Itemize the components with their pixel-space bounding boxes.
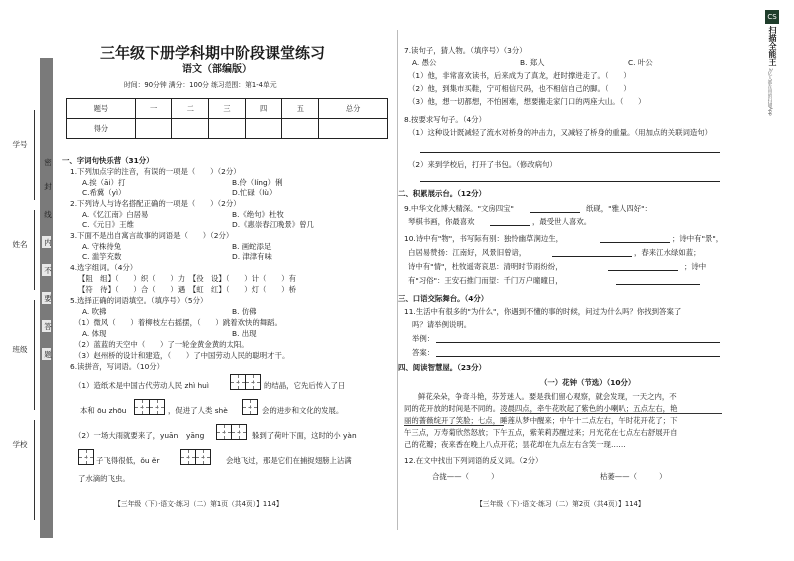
fill-sentence: （1）微风（ ）着柳枝左右摇摆，（ ）跳着欢快的舞蹈。	[74, 318, 282, 327]
score-header: 四	[245, 99, 282, 119]
question-text: 11.生活中有很多的"为什么"，你遇到不懂的事的时候，问过为什么吗？你找到答案了	[404, 307, 682, 316]
question-text: 6.读拼音，写词语。（10分）	[70, 362, 165, 371]
score-cell[interactable]	[135, 119, 172, 139]
pinyin-sentence: yāng	[186, 431, 205, 440]
fill-sentence: ，春来江水绿如蓝；	[634, 248, 701, 257]
question-text: 吗？请举例说明。	[412, 320, 472, 329]
seal-char: 答	[44, 322, 52, 331]
fill-sentence: （1）这种设计既减轻了流水对桥身的冲击力，又减轻了桥身的重量。（用加点的关联词造句）	[408, 128, 713, 137]
pinyin-sentence: （1）造纸术是中国古代劳动人民 zhì huì	[74, 381, 209, 390]
pinyin-grid[interactable]	[230, 374, 261, 390]
score-header: 五	[282, 99, 319, 119]
question-text: 3.下面不是出自寓言故事的词语是（ ）（2分）	[70, 231, 234, 240]
seal-char: 不	[44, 266, 52, 275]
passage-line: 午三点，万寿菊欣然怒放；下午五点，紫茉莉苏醒过来；月光花在七点左右舒展开自	[404, 428, 678, 437]
answer-line[interactable]	[436, 342, 720, 343]
scanner-tagline: 3亿人都在用的扫描App	[767, 68, 772, 116]
score-header: 一	[135, 99, 172, 119]
score-header: 题号	[67, 99, 136, 119]
seal-char: 密	[44, 158, 52, 167]
pinyin-sentence: 会地飞过，那是它们在捕捉翅膀上沾满	[226, 456, 352, 465]
question-text: 8.按要求写句子。（4分）	[404, 115, 486, 124]
question-text: 2.下列诗人与诗名搭配正确的一项是（ ）（2分）	[70, 199, 241, 208]
answer-label: 举例：	[412, 334, 435, 343]
pinyin-grid[interactable]	[180, 449, 211, 465]
pinyin-sentence: ，促进了人类 shè	[168, 406, 228, 415]
option: C. 叶公	[628, 58, 653, 67]
label-class: 班级	[12, 345, 28, 354]
seal-char: 线	[44, 210, 52, 219]
passage-underline	[500, 413, 722, 414]
answer-line[interactable]	[420, 181, 720, 182]
pinyin-sentence: （2）一场大雨就要来了，yuān	[74, 431, 179, 440]
pinyin-grid[interactable]	[78, 449, 94, 465]
fill-sentence: （3）他，想一切都想，不怕困难，想要搬走家门口的两座大山。（ ）	[408, 97, 646, 106]
pinyin-sentence: 子飞得很低，ǒu ěr	[96, 456, 160, 465]
option: A. 守株待兔	[82, 242, 122, 251]
answer-line[interactable]	[436, 356, 720, 357]
answer-line[interactable]	[552, 256, 632, 257]
fill-sentence: 10.诗中有"物"，书写际有别：独怜幽草涧边生，	[404, 234, 563, 243]
score-cell[interactable]	[209, 119, 246, 139]
option: C.《元日》王维	[82, 220, 134, 229]
antonym-item: 枯萎——（ ）	[600, 472, 667, 481]
option: B.伶（líng）俐	[232, 178, 283, 187]
question-text: 1.下列加点字的注音，有误的一项是（ ）（2分）	[70, 167, 241, 176]
fill-sentence: 琴棋书画，你最喜欢	[408, 217, 475, 226]
option: C.希冀（yì）	[82, 188, 126, 197]
section-heading: 四、阅读智慧屋。（23分）	[398, 363, 486, 372]
fill-sentence: ；诗中	[684, 262, 707, 271]
score-row-label: 得分	[67, 119, 136, 139]
score-cell[interactable]	[245, 119, 282, 139]
score-cell[interactable]	[282, 119, 319, 139]
scanner-brand: 扫描全能王	[768, 26, 777, 66]
seal-char: 题	[44, 350, 52, 359]
option: C. 滥竽充数	[82, 252, 122, 261]
score-cell[interactable]	[172, 119, 209, 139]
passage-underline	[404, 425, 504, 426]
option: B. 出现	[232, 329, 257, 338]
page-footer-right: 【三年级（下）·语文·练习（二）第2页（共4页）】114】	[476, 500, 645, 508]
fill-sentence: （2）他，到集市买鞋，宁可相信尺码，也不相信自己的脚。（ ）	[408, 84, 631, 93]
pinyin-grid[interactable]	[216, 424, 247, 440]
score-header: 二	[172, 99, 209, 119]
fill-sentence: （2）来到学校后，打开了书包。（修改病句）	[408, 160, 557, 169]
option: D.忙碌（lù）	[232, 188, 277, 197]
word-choice-row: 【阻 组】（ ）织（ ）力 【役 设】（ ）计（ ）有	[78, 274, 297, 283]
antonym-item: 合拢——（ ）	[432, 472, 499, 481]
question-text: 7.读句子，猜人物。（填序号）（3分）	[404, 46, 527, 55]
option: B. 画蛇添足	[232, 242, 272, 251]
answer-line[interactable]	[616, 284, 700, 285]
seal-char: 内	[44, 238, 52, 247]
option: B.《绝句》杜牧	[232, 210, 284, 219]
camscanner-logo: CS	[765, 10, 779, 24]
answer-line[interactable]	[608, 270, 678, 271]
answer-label: 答案：	[412, 348, 435, 357]
section-heading: 二、积累展示台。（12分）	[398, 189, 486, 198]
binding-strip	[0, 0, 58, 561]
answer-line[interactable]	[600, 242, 670, 243]
question-text: 4.选字组词。（4分）	[70, 263, 138, 272]
word-choice-row: 【符 待】（ ）合（ ）遇 【虹 红】（ ）灯（ ）桥	[78, 285, 297, 294]
pinyin-grid[interactable]	[242, 399, 258, 415]
pinyin-grid[interactable]	[134, 399, 165, 415]
option: A. 体现	[82, 329, 107, 338]
fill-sentence: 诗中有"情"，杜牧遥寄哀思：清明时节雨纷纷，	[408, 262, 563, 271]
option: D. 津津有味	[232, 252, 272, 261]
fill-sentence: 9.中华文化博大精深。"文房四宝"	[404, 204, 514, 213]
fill-sentence: ；诗中有"景"，	[672, 234, 724, 243]
question-text: 12.在文中找出下列词语的反义词。（2分）	[404, 456, 543, 465]
fold-line	[397, 30, 398, 530]
passage-line: 丽的蔷薇绽开了笑脸；七点，睡莲从梦中醒来；中午十二点左右，午时花开花了；下	[404, 416, 678, 425]
score-header: 总分	[319, 99, 388, 119]
fill-sentence: 有"习俗"：王安石推门而望：千门万户曈曈日，	[408, 276, 563, 285]
passage-line: 己的花瓣；夜来香在晚上八点开花；昙花却在九点左右含笑一现……	[404, 440, 626, 449]
seal-char: 封	[44, 182, 52, 191]
score-cell[interactable]	[319, 119, 388, 139]
score-header: 三	[209, 99, 246, 119]
page-title: 三年级下册学科期中阶段课堂练习	[100, 44, 326, 62]
page-subtitle: 语文（部编版）	[182, 64, 252, 75]
reading-title: （一）花钟（节选）（10分）	[540, 378, 636, 387]
option: A.《忆江南》白居易	[82, 210, 149, 219]
option: A.挨（āi）打	[82, 178, 126, 187]
label-school: 学校	[12, 440, 28, 449]
section-heading: 三、口语交际舞台。（4分）	[398, 294, 489, 303]
answer-line[interactable]	[490, 225, 530, 226]
label-student-no: 学号	[12, 140, 28, 149]
pinyin-sentence: 躲到了荷叶下面，这时的小 yàn	[252, 431, 357, 440]
score-table	[66, 98, 388, 139]
fill-sentence: （3）赵州桥的设计和建造，（ ）了中国劳动人民的聪明才干。	[74, 351, 290, 360]
question-text: 5.选择正确的词语填空。（填序号）（5分）	[70, 296, 208, 305]
fill-sentence: 白居易赞扬：江南好，风景旧曾谙，	[408, 248, 527, 257]
pinyin-sentence: 会的进步和文化的发展。	[262, 406, 344, 415]
pinyin-sentence: 了水滴的飞虫。	[78, 474, 130, 483]
fill-sentence: （1）他，非常喜欢读书，后来成为了真龙，赶时撑进走了。（ ）	[408, 71, 631, 80]
fill-sentence: 纸砚，"雅人四好"：	[586, 204, 652, 213]
option: D.《惠崇春江晚景》曾几	[232, 220, 314, 229]
seal-char: 要	[44, 294, 52, 303]
option: A. 愚公	[412, 58, 437, 67]
option: A. 吹拂	[82, 307, 107, 316]
passage-line: 同的花开放的时间是不同的。凌晨四点，牵牛花吹起了紫色的小喇叭；五点左右，艳	[404, 404, 678, 413]
pinyin-sentence: 的结晶，它先后传入了日	[264, 381, 346, 390]
fill-sentence: ，最受世人喜欢。	[532, 217, 592, 226]
answer-line[interactable]	[530, 212, 580, 213]
passage-line: 鲜花朵朵，争奇斗艳，芬芳迷人。要是我们留心观察，就会发现，一天之内，不	[418, 392, 677, 401]
label-name: 姓名	[12, 240, 28, 249]
answer-line[interactable]	[420, 152, 720, 153]
option: B. 郑人	[520, 58, 545, 67]
option: B. 仿佛	[232, 307, 257, 316]
exam-meta: 时间：90分钟 满分：100分 练习范围：第1-4单元	[124, 81, 277, 89]
page-footer-left: 【三年级（下）·语文·练习（二）第1页（共4页）】114】	[114, 500, 283, 508]
section-heading: 一、字词句快乐营（31分）	[62, 156, 154, 165]
pinyin-sentence: 本和 ōu zhōu	[80, 406, 127, 415]
fill-sentence: （2）蓝蓝的天空中（ ）了一轮金黄金黄的太阳。	[74, 340, 249, 349]
